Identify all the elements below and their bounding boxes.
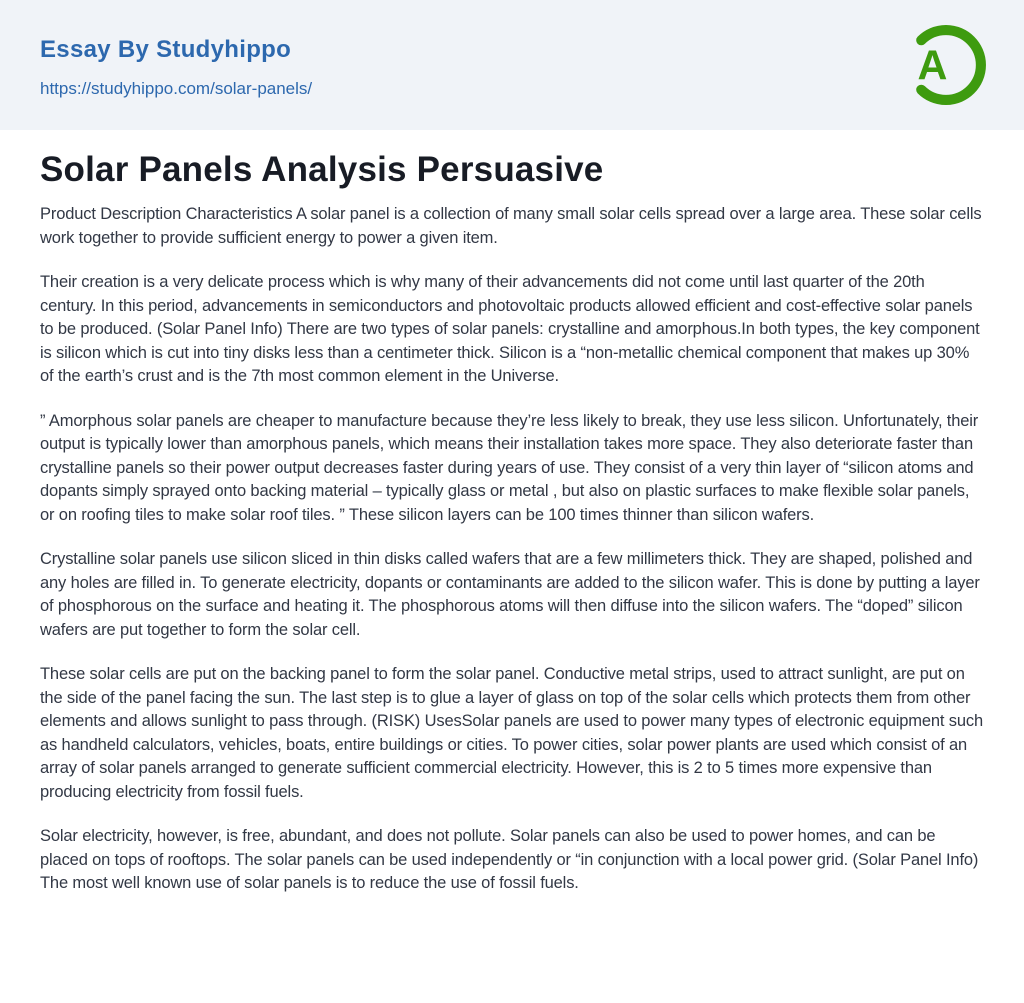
essay-paragraph-2: Their creation is a very delicate process which is why many of their advancements did not come until last quarter of the 20th century. In this period, advancements in semiconductors and photovoltaic products allowed efficient and cost-effective solar panels to be produced. (Solar Panel Info) There are two types of solar panels: crystalline and amorphous.In both types, the key component is silicon which is cut into tiny disks less than a centimeter thick. Silicon is a “non-metallic chemical component that makes up 30% of the earth’s crust and is the 7th most common element in the Universe. bbox=[40, 273, 980, 386]
logo-letter: A bbox=[917, 42, 948, 89]
essay-source-title: Essay By Studyhippo bbox=[40, 35, 292, 63]
essay-paragraph-4: Crystalline solar panels use silicon sliced in thin disks called wafers that are a few millimeters thick. They are shaped, polished and any holes are filled in. To generate electricity, dopants or contaminants are added to the silicon wafer. This is done by putting a layer of phosphorous on the surface and heating it. The phosphorous atoms will then diffuse into the silicon wafers. The “doped” silicon wafers are put together to form the solar cell. bbox=[40, 550, 980, 639]
essay-page-title: Solar Panels Analysis Persuasive bbox=[40, 150, 604, 189]
essay-paragraph-6: Solar electricity, however, is free, abundant, and does not pollute. Solar panels can also be used to power homes, and can be placed on tops of rooftops. The solar panels can be used independently or “in conjunction with a local power grid. (Solar Panel Info) The most well known use of solar panels is to reduce the use of fossil fuels. bbox=[40, 827, 979, 893]
page-header bbox=[0, 0, 1024, 130]
essay-paragraph-1: Product Description Characteristics A solar panel is a collection of many small solar cells spread over a large area. These solar cells work together to provide sufficient energy to power a given item. bbox=[40, 205, 982, 247]
studyhippo-logo-icon bbox=[900, 19, 992, 111]
essay-url-link[interactable]: https://studyhippo.com/solar-panels/ bbox=[40, 78, 313, 98]
essay-paragraph-3: ” Amorphous solar panels are cheaper to manufacture because they’re less likely to break, they use less silicon. Unfortunately, their output is typically lower than amorphous panels, which means their installation takes more space. They also deteriorate faster than crystalline panels so their power output decreases faster during years of use. They consist of a very thin layer of “silicon atoms and dopants simply sprayed onto backing material – typically glass or metal , but also on plastic surfaces to make flexible solar panels, or on roofing tiles to make solar roof tiles. ” These silicon layers can be 100 times thinner than silicon wafers. bbox=[40, 411, 979, 524]
header-text-block bbox=[40, 32, 312, 99]
essay-content bbox=[0, 130, 1024, 896]
essay-paragraph-5: These solar cells are put on the backing panel to form the solar panel. Conductive metal strips, used to attract sunlight, are put on the side of the panel facing the sun. The last step is to glue a layer of glass on top of the solar cells which protects them from other elements and allows sunlight to pass through. (RISK) UsesSolar panels are used to power many types of electronic equipment such as handheld calculators, vehicles, boats, entire buildings or cities. To power cities, solar power plants are used which consist of an array of solar panels arranged to generate sufficient commercial electricity. However, this is 2 to 5 times more expensive than producing electricity from fossil fuels. bbox=[40, 665, 984, 801]
